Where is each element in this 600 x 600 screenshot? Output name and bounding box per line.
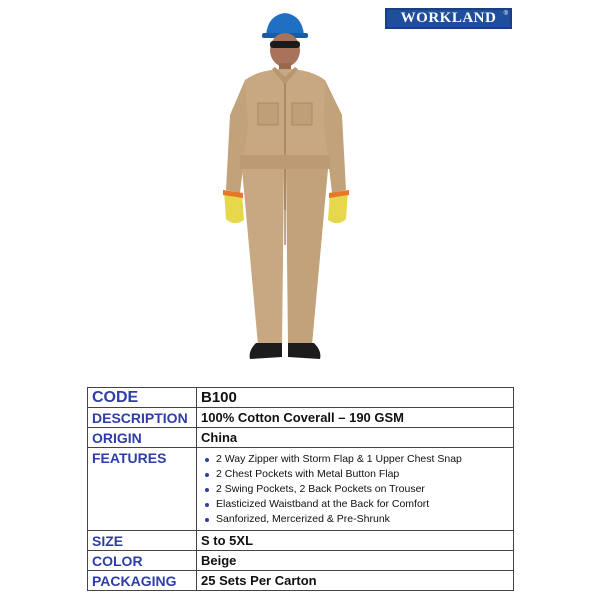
- features-list: [201, 450, 509, 529]
- packaging-value: 25 Sets Per Carton: [197, 571, 514, 591]
- color-value: Beige: [197, 551, 514, 571]
- waistband: [240, 155, 330, 169]
- packaging-label: PACKAGING: [88, 571, 197, 591]
- right-chest-pocket: [292, 103, 312, 125]
- feature-item: Sanforized, Mercerized & Pre-Shrunk: [216, 512, 509, 527]
- left-leg: [242, 169, 284, 345]
- safety-glasses: [270, 41, 300, 48]
- spec-row-size: [88, 531, 514, 551]
- spec-row-description: [88, 408, 514, 428]
- product-image-coverall: [200, 5, 400, 377]
- feature-item: 2 Swing Pockets, 2 Back Pockets on Trouser: [216, 482, 509, 497]
- right-shoe: [288, 343, 320, 359]
- code-label: CODE: [88, 388, 197, 408]
- code-value: B100: [197, 388, 514, 408]
- feature-item: 2 Chest Pockets with Metal Button Flap: [216, 467, 509, 482]
- spec-row-features: [88, 448, 514, 531]
- description-value: 100% Cotton Coverall – 190 GSM: [197, 408, 514, 428]
- spec-row-code: [88, 388, 514, 408]
- logo-text: WORKLAND: [400, 10, 497, 26]
- face: [270, 33, 300, 67]
- origin-value: China: [197, 428, 514, 448]
- feature-item: Elasticized Waistband at the Back for Comfort: [216, 497, 509, 512]
- description-label: DESCRIPTION: [88, 408, 197, 428]
- spec-row-packaging: [88, 571, 514, 591]
- spec-table: [87, 387, 514, 591]
- spec-row-color: [88, 551, 514, 571]
- hard-hat: [266, 13, 304, 35]
- left-shoe: [250, 343, 282, 359]
- color-label: COLOR: [88, 551, 197, 571]
- origin-label: ORIGIN: [88, 428, 197, 448]
- workland-logo: [385, 8, 512, 29]
- right-leg: [286, 169, 328, 345]
- registered-mark: ®: [503, 11, 508, 17]
- left-chest-pocket: [258, 103, 278, 125]
- features-value: [197, 448, 514, 531]
- size-label: SIZE: [88, 531, 197, 551]
- size-value: S to 5XL: [197, 531, 514, 551]
- spec-row-origin: [88, 428, 514, 448]
- feature-item: 2 Way Zipper with Storm Flap & 1 Upper Chest Snap: [216, 452, 509, 467]
- features-label: FEATURES: [88, 448, 197, 531]
